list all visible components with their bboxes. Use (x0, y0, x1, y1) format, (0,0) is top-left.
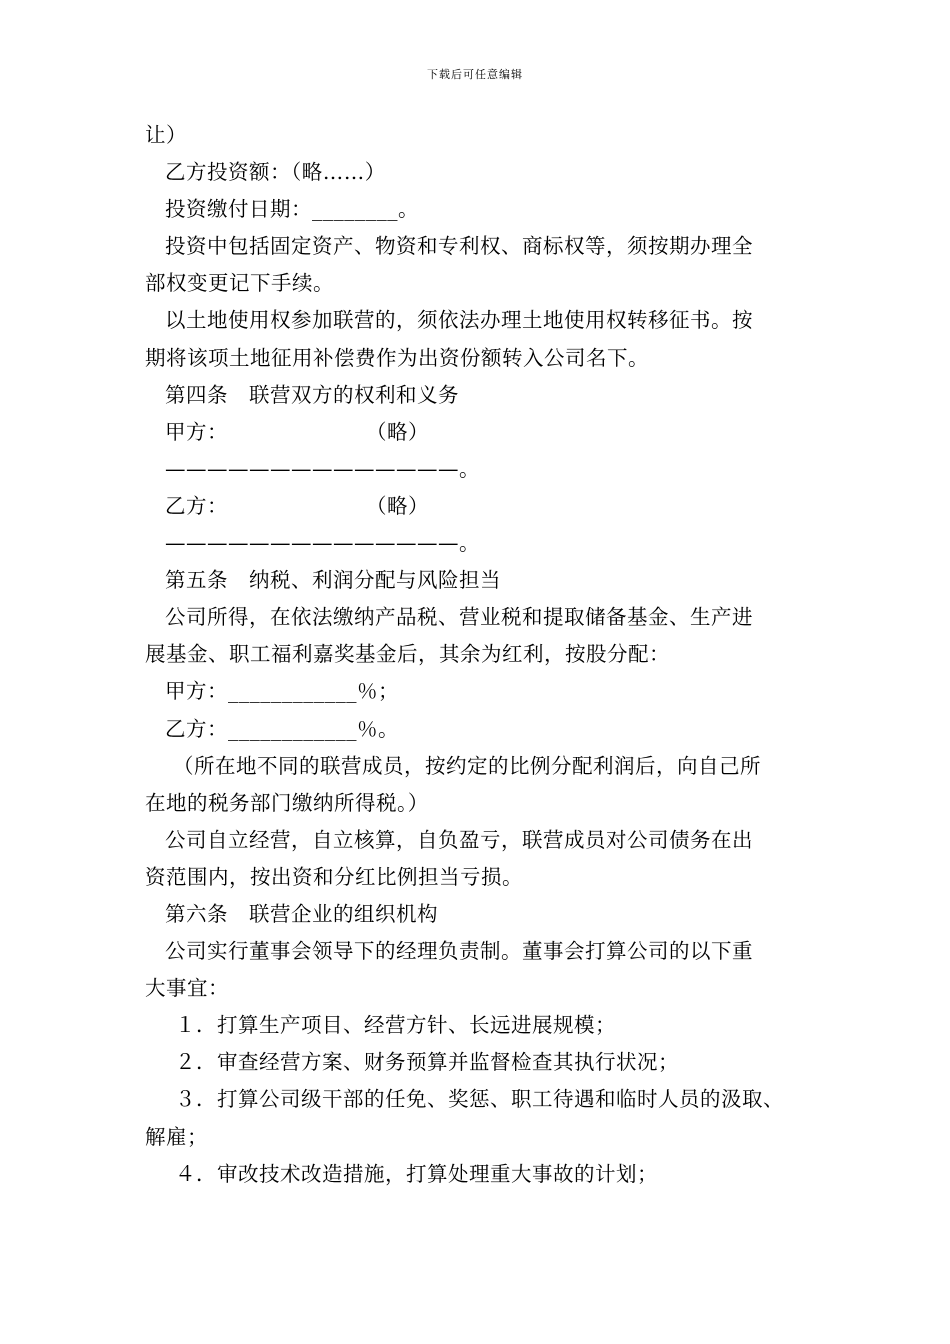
section-heading: 第六条 联营企业的组织机构 (165, 901, 438, 926)
list-item: ４．审改技术改造措施，打算处理重大事故的计划； (175, 1161, 658, 1186)
document-body (145, 117, 810, 1193)
paragraph-line: 甲方：____________％； (165, 679, 399, 704)
paragraph-line: 公司自立经营，自立核算，自负盈亏，联营成员对公司债务在出 (165, 827, 753, 852)
paragraph-line: 大事宜： (145, 976, 229, 1001)
paragraph-line: 以土地使用权参加联营的，须依法办理土地使用权转移征书。按 (165, 308, 753, 333)
party-detail: （略） (366, 493, 429, 518)
section-heading: 第四条 联营双方的权利和义务 (165, 382, 459, 407)
list-item: ２．审查经营方案、财务预算并监督检查其执行状况； (175, 1050, 679, 1075)
paragraph-line: 展基金、职工福利嘉奖基金后，其余为红利，按股分配： (145, 642, 670, 667)
section-heading: 第五条 纳税、利润分配与风险担当 (165, 568, 501, 593)
paragraph-line: 部权变更记下手续。 (145, 271, 334, 296)
list-item: １．打算生产项目、经营方针、长远进展规模； (175, 1013, 616, 1038)
paragraph-line: 期将该项土地征用补偿费作为出资份额转入公司名下。 (145, 345, 649, 370)
paragraph-line: 在地的税务部门缴纳所得税。） (145, 790, 429, 815)
paragraph-line: 投资缴付日期：________。 (165, 197, 419, 222)
paragraph-line: （所在地不同的联营成员，按约定的比例分配利润后，向自己所 (173, 753, 761, 778)
paragraph-line: 解雇； (145, 1124, 208, 1149)
paragraph-line: 公司所得，在依法缴纳产品税、营业税和提取储备基金、生产进 (165, 605, 753, 630)
page-header: 下载后可任意编辑 (427, 68, 523, 81)
party-line (145, 414, 810, 451)
paragraph-line: 乙方投资额：（略……） (165, 160, 386, 185)
paragraph-line: 投资中包括固定资产、物资和专利权、商标权等，须按期办理全 (165, 234, 753, 259)
list-item: ３．打算公司级干部的任免、奖惩、职工待遇和临时人员的汲取、 (175, 1087, 784, 1112)
party-label: 乙方： (165, 493, 228, 518)
dash-line: ——————————————。 (165, 531, 480, 556)
party-line (145, 488, 810, 525)
paragraph-line: 公司实行董事会领导下的经理负责制。董事会打算公司的以下重 (165, 939, 753, 964)
party-detail: （略） (366, 419, 429, 444)
party-label: 甲方： (165, 419, 228, 444)
paragraph-line: 让） (145, 123, 187, 147)
paragraph-line: 乙方：____________％。 (165, 716, 399, 741)
paragraph-line: 资范围内，按出资和分红比例担当亏损。 (145, 864, 523, 889)
dash-line: ——————————————。 (165, 456, 480, 481)
